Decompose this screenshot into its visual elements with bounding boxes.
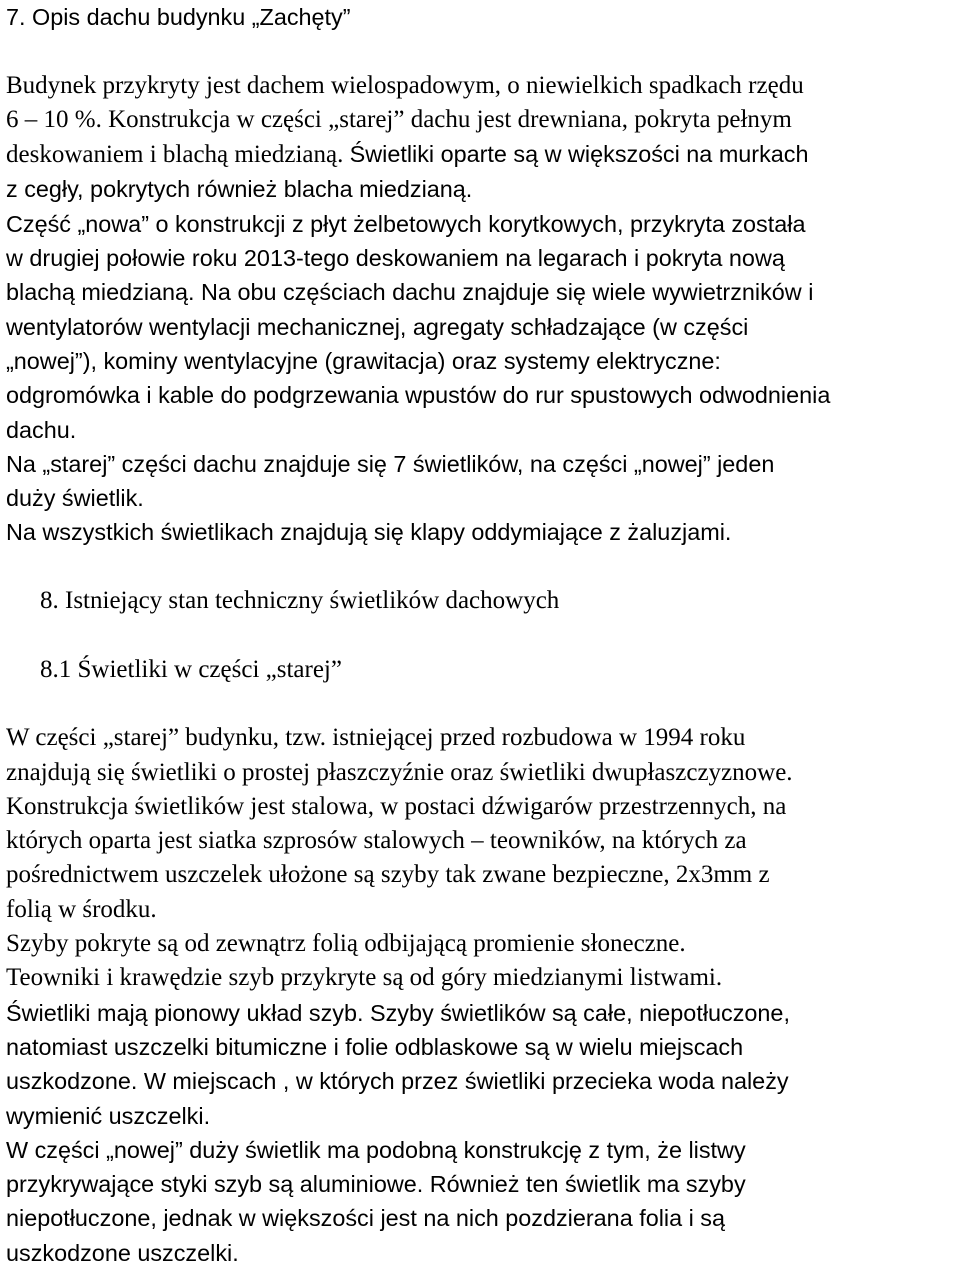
section-8-1-line: Szyby pokryte są od zewnątrz folią odbijającą promienie słoneczne. xyxy=(6,930,686,958)
section-7-line: „nowej”), kominy wentylacyjne (grawitacja) oraz systemy elektryczne: xyxy=(6,347,721,374)
spacer xyxy=(6,687,956,721)
section-7-line: odgromówka i kable do podgrzewania wpustów do rur spustowych odwodnienia xyxy=(6,382,831,409)
section-8-1-line: których oparta jest siatka szprosów stalowych – teowników, na których za xyxy=(6,827,747,855)
section-7-line: dachu. xyxy=(6,416,77,443)
section-7-line: z cegły, pokrytych również blacha miedzianą. xyxy=(6,176,473,203)
section-7-line: Na „starej” części dachu znajduje się 7 świetlików, na części „nowej” jeden xyxy=(6,450,775,477)
section-7-line: Część „nowa” o konstrukcji z płyt żelbetowych korytkowych, przykryta została xyxy=(6,210,806,237)
section-7-line: Budynek przykryty jest dachem wielospadowym, o niewielkich spadkach rzędu xyxy=(6,71,804,99)
section-8-1-line: wymienić uszczelki. xyxy=(6,1102,211,1129)
spacer xyxy=(6,550,956,584)
section-8-1-line: przykrywające styki szyb są aluminiowe. Również ten świetlik ma szyby xyxy=(6,1171,746,1198)
section-8-1-line: W części „nowej” duży świetlik ma podobną konstrukcję z tym, że listwy xyxy=(6,1136,746,1163)
section-7-line-part: Świetliki oparte są w większości na murkach xyxy=(349,141,809,168)
section-7-line-part: deskowaniem i blachą miedzianą. xyxy=(6,141,350,169)
section-8-1-line: natomiast uszczelki bitumiczne i folie odblaskowe są w wielu miejscach xyxy=(6,1033,744,1060)
section-7-line: 6 – 10 %. Konstrukcja w części „starej” dachu jest drewniana, pokryta pełnym xyxy=(6,105,792,133)
section-7-line: wentylatorów wentylacji mechanicznej, agregaty schładzające (w części xyxy=(6,313,749,340)
section-8-1-line: W części „starej” budynku, tzw. istniejącej przed rozbudowa w 1994 roku xyxy=(6,724,746,752)
section-8-1-line: znajdują się świetliki o prostej płaszczyźnie oraz świetliki dwupłaszczyznowe. xyxy=(6,758,793,786)
section-8-heading: 8. Istniejący stan techniczny świetlików dachowych xyxy=(40,587,560,615)
section-7-line: duży świetlik. xyxy=(6,485,144,512)
section-8-1-line: Świetliki mają pionowy układ szyb. Szyby świetlików są całe, niepotłuczone, xyxy=(6,999,790,1026)
section-8-1-heading: 8.1 Świetliki w części „starej” xyxy=(40,655,342,683)
document-page xyxy=(6,0,956,1270)
section-7-heading: 7. Opis dachu budynku „Zachęty” xyxy=(6,4,351,30)
spacer xyxy=(6,618,956,652)
section-7-line: blachą miedzianą. Na obu częściach dachu znajduje się wiele wywietrzników i xyxy=(6,279,814,306)
section-8-1-line: Konstrukcja świetlików jest stalowa, w postaci dźwigarów przestrzennych, na xyxy=(6,792,787,820)
section-8-1-line: pośrednictwem uszczelek ułożone są szyby tak zwane bezpieczne, 2x3mm z xyxy=(6,861,770,889)
spacer xyxy=(6,34,956,68)
section-8-1-line: uszkodzone uszczelki. xyxy=(6,1239,239,1266)
section-8-1-line: uszkodzone. W miejscach , w których przez świetliki przecieka woda należy xyxy=(6,1068,789,1095)
section-7-line xyxy=(6,137,956,172)
section-7-line: Na wszystkich świetlikach znajdują się klapy oddymiające z żaluzjami. xyxy=(6,519,732,546)
section-8-1-line: Teowniki i krawędzie szyb przykryte są od góry miedzianymi listwami. xyxy=(6,964,723,992)
section-8-1-line: niepotłuczone, jednak w większości jest na nich pozdzierana folia i są xyxy=(6,1205,726,1232)
section-8-1-line: folią w środku. xyxy=(6,895,157,923)
section-7-line: w drugiej połowie roku 2013-tego deskowaniem na legarach i pokryta nową xyxy=(6,245,785,272)
